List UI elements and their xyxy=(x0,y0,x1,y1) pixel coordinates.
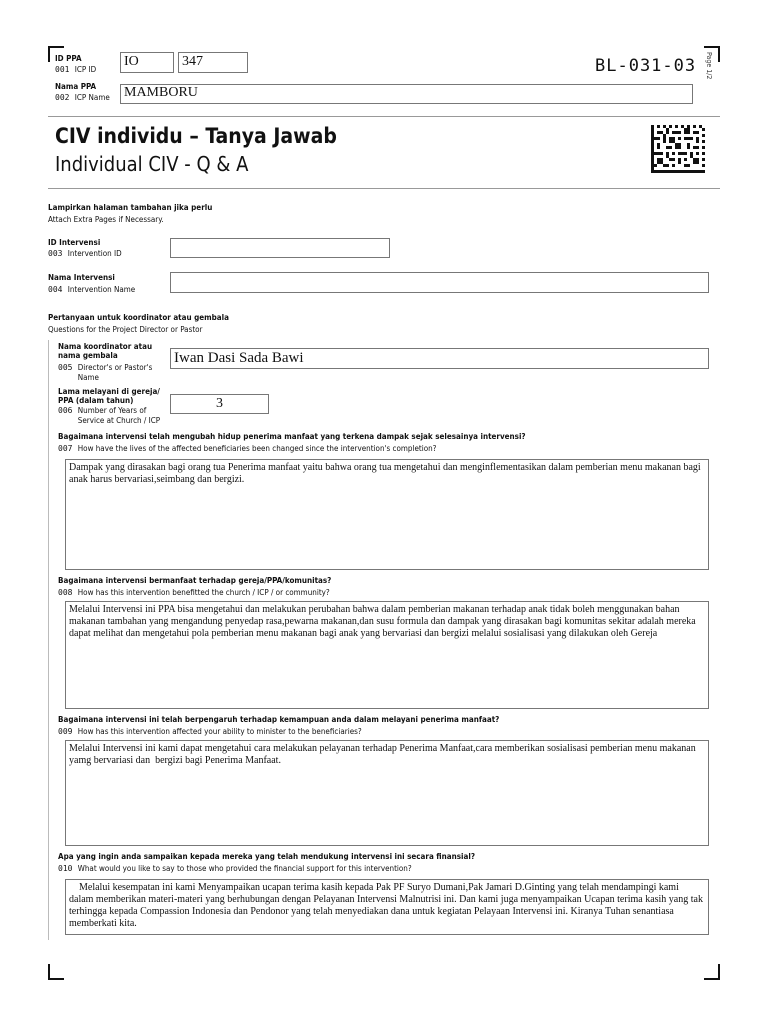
q008-label-en xyxy=(58,588,330,598)
field-label-en xyxy=(78,406,160,426)
label-line: Nama koordinator atau xyxy=(58,342,153,351)
q009-answer-field[interactable]: Melalui Intervensi ini kami dapat mengetahui cara melakukan pelayanan terhadap Penerima Manfaat,cara memberikan sosialisasi pemberian menu makanan yamg bervariasi dan bergizi bagi Penerima Manfaat. xyxy=(65,740,709,846)
label-line: nama gembala xyxy=(58,351,118,360)
label-line: Name xyxy=(77,373,99,382)
label-line: Number of Years of xyxy=(77,406,147,415)
page-title: CIV individu – Tanya Jawab xyxy=(55,124,337,148)
icp-name-label: Nama PPA xyxy=(55,82,97,91)
director-name-field[interactable]: Iwan Dasi Sada Bawi xyxy=(170,348,709,369)
q010-label-id: Apa yang ingin anda sampaikan kepada mereka yang telah mendukung intervensi ini secara finansial? xyxy=(58,852,475,861)
field-number: 010 xyxy=(58,864,73,873)
field-number: 007 xyxy=(58,444,73,453)
icp-id-label: ID PPA xyxy=(55,54,82,63)
field-number: 001 xyxy=(55,65,70,74)
intervention-id-sublabel xyxy=(48,249,122,259)
field-number: 002 xyxy=(55,93,70,102)
icp-name-sublabel xyxy=(55,93,110,103)
page-subtitle: Individual CIV - Q & A xyxy=(55,152,249,176)
intervention-id-field[interactable] xyxy=(170,238,390,258)
field-number: 003 xyxy=(48,249,63,258)
icp-name-field[interactable]: MAMBORU xyxy=(120,84,693,104)
attach-label-id: Lampirkan halaman tambahan jika perlu xyxy=(48,203,213,212)
q008-answer-field[interactable]: Melalui Intervensi ini PPA bisa mengetahui dan melakukan perubahan bahwa dalam pemberian makanan terhadap anak tidak boleh menggunakan bahan makanan tambahan yang mengandung penyedap rasa,pewarna makanan,dan susu formula dan dampak yang dirasakan bagi komunitas sekitar adalah mereka dapat melihat dan mengetahui pola pemberian menu makanan bagi anak yang bervariasi dan bergizi melalui sosialisasi yang dilakukan oleh Gereja xyxy=(65,601,709,709)
label-line: Lama melayani di gereja/ xyxy=(58,387,160,396)
label-line: Service at Church / ICP xyxy=(77,416,161,425)
field-label-en: How have the lives of the affected beneficiaries been changed since the intervention's completion? xyxy=(77,444,437,453)
questions-header-id: Pertanyaan untuk koordinator atau gembala xyxy=(48,313,229,322)
questions-header-en: Questions for the Project Director or Pastor xyxy=(48,325,203,334)
field-label-en: How has this intervention affected your ability to minister to the beneficiaries? xyxy=(77,727,362,736)
years-service-field[interactable]: 3 xyxy=(170,394,269,414)
divider xyxy=(48,116,720,117)
icp-id-field-2[interactable]: 347 xyxy=(178,52,248,73)
datamatrix-barcode xyxy=(651,124,705,174)
q007-answer-field[interactable]: Dampak yang dirasakan bagi orang tua Penerima manfaat yaitu bahwa orang tua mengetahui dan menginflementasikan dalam pemberian menu makanan bagi anak harus bervariasi,seimbang dan bergizi. xyxy=(65,459,709,570)
icp-id-sublabel xyxy=(55,65,96,75)
q010-answer-field[interactable]: Melalui kesempatan ini kami Menyampaikan ucapan terima kasih kepada Pak PF Suryo Dumani,Pak Jamari D.Ginting yang telah mendampingi kami dalam memberikan materi-materi yang berhubungan dengan Pelayanan Intervensi Malnutrisi ini. Dan kami juga menyampaikan Ucapan terima kasih yang tak terhingga kepada Compassion Indonesia dan Pendonor yang telah menyediakan dana untuk kegiatan Pelayaan Intervensi ini. Kiranya Tuhan senantiasa memberkati kita. xyxy=(65,879,709,935)
label-line: Director's or Pastor's xyxy=(77,363,153,372)
field-label-en: Intervention Name xyxy=(67,285,136,294)
q009-label-en xyxy=(58,727,362,737)
page-indicator: Page 1/2 xyxy=(705,52,713,80)
q007-label-id: Bagaimana intervensi telah mengubah hidup penerima manfaat yang terkena dampak sejak selesainya intervensi? xyxy=(58,432,526,441)
field-number: 008 xyxy=(58,588,73,597)
field-label-en: ICP Name xyxy=(74,93,110,102)
crop-mark-bottom-right xyxy=(704,964,720,980)
field-number: 004 xyxy=(48,285,63,294)
intervention-id-label: ID Intervensi xyxy=(48,238,101,247)
intervention-name-label: Nama Intervensi xyxy=(48,273,115,282)
q009-label-id: Bagaimana intervensi ini telah berpengaruh terhadap kemampuan anda dalam melayani penerima manfaat? xyxy=(58,715,500,724)
field-label-en: ICP ID xyxy=(74,65,97,74)
field-number: 009 xyxy=(58,727,73,736)
field-label-en: How has this intervention benefitted the church / ICP / or community? xyxy=(77,588,330,597)
field-number: 006 xyxy=(58,406,73,415)
director-name-sublabel xyxy=(58,363,152,383)
form-code: BL-031-03 xyxy=(595,56,697,76)
director-name-label xyxy=(58,342,152,360)
attach-label-en: Attach Extra Pages if Necessary. xyxy=(48,215,164,224)
intervention-name-field[interactable] xyxy=(170,272,709,293)
label-line: PPA (dalam tahun) xyxy=(58,396,134,405)
years-service-label xyxy=(58,387,160,405)
field-label-en: What would you like to say to those who provided the financial support for this intervention? xyxy=(77,864,412,873)
field-label-en xyxy=(78,363,153,383)
field-number: 005 xyxy=(58,363,73,372)
years-service-sublabel xyxy=(58,406,160,426)
icp-id-field-1[interactable]: IO xyxy=(120,52,174,73)
q007-label-en xyxy=(58,444,437,454)
intervention-name-sublabel xyxy=(48,285,135,295)
divider xyxy=(48,188,720,189)
section-rule xyxy=(48,340,49,940)
crop-mark-bottom-left xyxy=(48,964,64,980)
field-label-en: Intervention ID xyxy=(67,249,122,258)
q010-label-en xyxy=(58,864,412,874)
q008-label-id: Bagaimana intervensi bermanfaat terhadap gereja/PPA/komunitas? xyxy=(58,576,332,585)
